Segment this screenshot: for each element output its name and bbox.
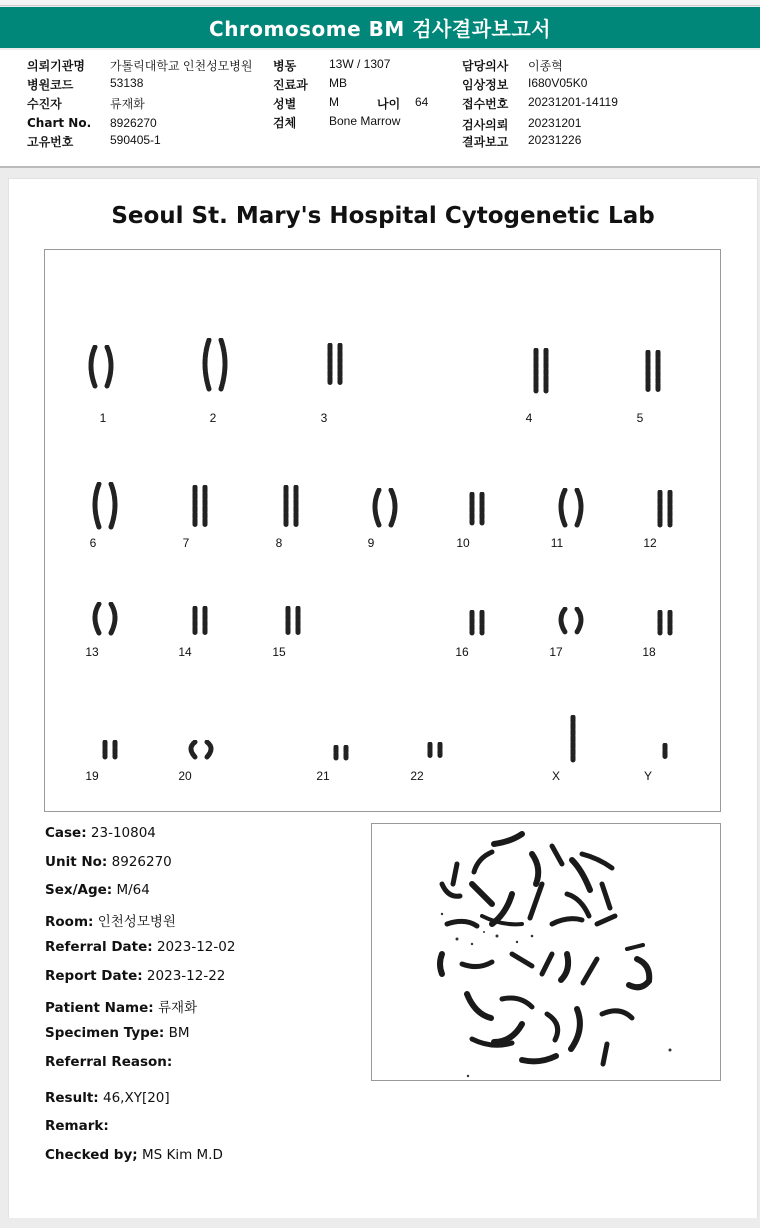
metaphase-spread [372,824,720,1080]
department-value: MB [329,76,347,90]
unit-row [45,854,172,870]
result-value: 46,XY[20] [102,1090,170,1106]
chromosome-pair-21 [323,745,359,761]
page-footer-strip [0,1218,760,1228]
clinical-info-label: 임상정보 [462,78,509,92]
chromosome-label-20: 20 [178,769,192,783]
chromosome-label-5: 5 [636,411,644,425]
remark-row [45,1118,109,1134]
chromosome-pair-17 [553,607,589,635]
referral-date-row [45,939,235,955]
chromosome-pair-11 [553,488,589,528]
unique-id-label: 고유번호 [27,135,74,149]
receipt-no-label: 접수번호 [462,97,509,111]
chromosome-label-4: 4 [525,411,533,425]
chromosome-pair-20 [183,740,219,760]
checked-by-row [45,1147,223,1163]
sex-label: 성별 [273,97,297,111]
chromosome-label-16: 16 [455,645,469,659]
lab-title: Seoul St. Mary's Hospital Cytogenetic Lab [111,203,655,229]
report-date-row [45,968,225,984]
chromosome-label-19: 19 [85,769,99,783]
chromosome-label-1: 1 [99,411,107,425]
referral-date-value: 2023-12-02 [156,939,236,955]
referral-reason-row [45,1054,172,1070]
report-date-label: Report Date: [45,968,143,984]
sexage-value: M/64 [116,882,150,898]
result-label: Result: [45,1090,99,1106]
specimen-type-row [45,1025,190,1041]
chromosome-label-2: 2 [209,411,217,425]
metaphase-image [371,823,721,1081]
specimen-value: Bone Marrow [329,114,401,128]
chromosome-pair-22 [417,742,453,760]
chromosome-pair-10 [459,492,495,526]
case-label: Case: [45,825,87,841]
chromosome-label-3: 3 [320,411,328,425]
karyogram-panel [44,249,721,812]
result-date-label: 결과보고 [462,135,509,149]
request-date-value: 20231201 [528,116,582,130]
chromosome-label-7: 7 [182,536,190,550]
chromosome-pair-19 [92,740,128,760]
hospital-label: 의뢰기관명 [27,59,85,73]
hospital-code-label: 병원코드 [27,78,74,92]
referral-date-label: Referral Date: [45,939,153,955]
chromosome-pair-6 [87,482,123,530]
chromosome-label-6: 6 [89,536,97,550]
chromosome-pair-13 [87,602,123,636]
patient-name-label: Patient Name: [45,1000,154,1016]
checked-by-value: MS Kim M.D [141,1147,223,1163]
case-value: 23-10804 [90,825,156,841]
remark-label: Remark: [45,1118,109,1134]
age-value: 64 [415,95,429,109]
hospital-value: 가톨릭대학교 인천성모병원 [110,59,253,73]
chromosome-label-Y: Y [643,769,652,783]
chromosome-pair-4 [523,348,559,394]
chromosome-label-17: 17 [549,645,563,659]
sex-value: M [329,95,339,109]
chromosome-pair-14 [182,606,218,636]
unit-label: Unit No: [45,854,108,870]
chromosome-label-8: 8 [275,536,283,550]
chromosome-pair-7 [182,485,218,529]
chromosome-label-10: 10 [456,536,470,550]
result-date-value: 20231226 [528,133,582,147]
unit-value: 8926270 [111,854,172,870]
banner-title: Chromosome BM 검사결과보고서 [209,17,551,41]
chromosome-label-21: 21 [316,769,330,783]
chromosome-pair-12 [647,490,683,528]
doctor-value: 이종혁 [528,59,563,73]
chromosome-pair-9 [367,488,403,528]
room-row [45,910,176,930]
referral-reason-label: Referral Reason: [45,1054,173,1070]
unique-id-value: 590405-1 [110,133,161,147]
room-value: 인천성모병원 [97,914,176,930]
chromosome-pair-1 [83,345,119,389]
request-date-label: 검사의뢰 [462,118,509,132]
doctor-label: 담당의사 [462,59,509,73]
patient-info-panel [0,50,760,168]
specimen-label: 검체 [273,116,297,130]
chromosome-label-12: 12 [643,536,657,550]
top-strip [0,0,760,6]
chromosome-label-18: 18 [642,645,656,659]
chromosome-pair-X [555,715,591,763]
receipt-no-value: 20231201-14119 [528,95,618,109]
specimen-type-value: BM [168,1025,190,1041]
chromosome-pair-18 [647,610,683,636]
report-date-value: 2023-12-22 [146,968,226,984]
chromosome-label-14: 14 [178,645,192,659]
sexage-row [45,882,150,898]
case-row [45,825,156,841]
specimen-type-label: Specimen Type: [45,1025,165,1041]
chromosome-label-22: 22 [410,769,424,783]
chromosome-label-13: 13 [85,645,99,659]
patient-name-row [45,996,197,1016]
chromosome-label-X: X [551,769,560,783]
result-row [45,1090,170,1106]
chromosome-pair-3 [317,343,353,387]
department-label: 진료과 [273,78,308,92]
chromosome-pair-Y [647,743,683,761]
chromosome-label-11: 11 [550,536,564,550]
report-banner [0,7,760,48]
chromosome-pair-2 [197,338,233,392]
hospital-code-value: 53138 [110,76,144,90]
clinical-info-value: I680V05K0 [528,76,588,90]
patient-name-value: 류재화 [157,1000,198,1016]
sexage-label: Sex/Age: [45,882,113,898]
chromosome-label-15: 15 [272,645,286,659]
chromosome-pair-16 [459,610,495,636]
karyotype-report [8,178,758,1220]
checked-by-label: Checked by; [45,1147,138,1163]
ward-label: 병동 [273,59,297,73]
patient-label: 수진자 [27,97,62,111]
chromosome-label-9: 9 [367,536,375,550]
chromosome-pair-15 [275,606,311,636]
room-label: Room: [45,914,94,930]
chromosome-pair-5 [635,350,671,394]
chart-no-label: Chart No. [27,116,92,130]
patient-value: 류재화 [110,97,145,111]
chromosome-pair-8 [273,485,309,529]
age-label: 나이 [377,97,401,111]
chart-no-value: 8926270 [110,116,157,130]
ward-value: 13W / 1307 [329,57,391,71]
